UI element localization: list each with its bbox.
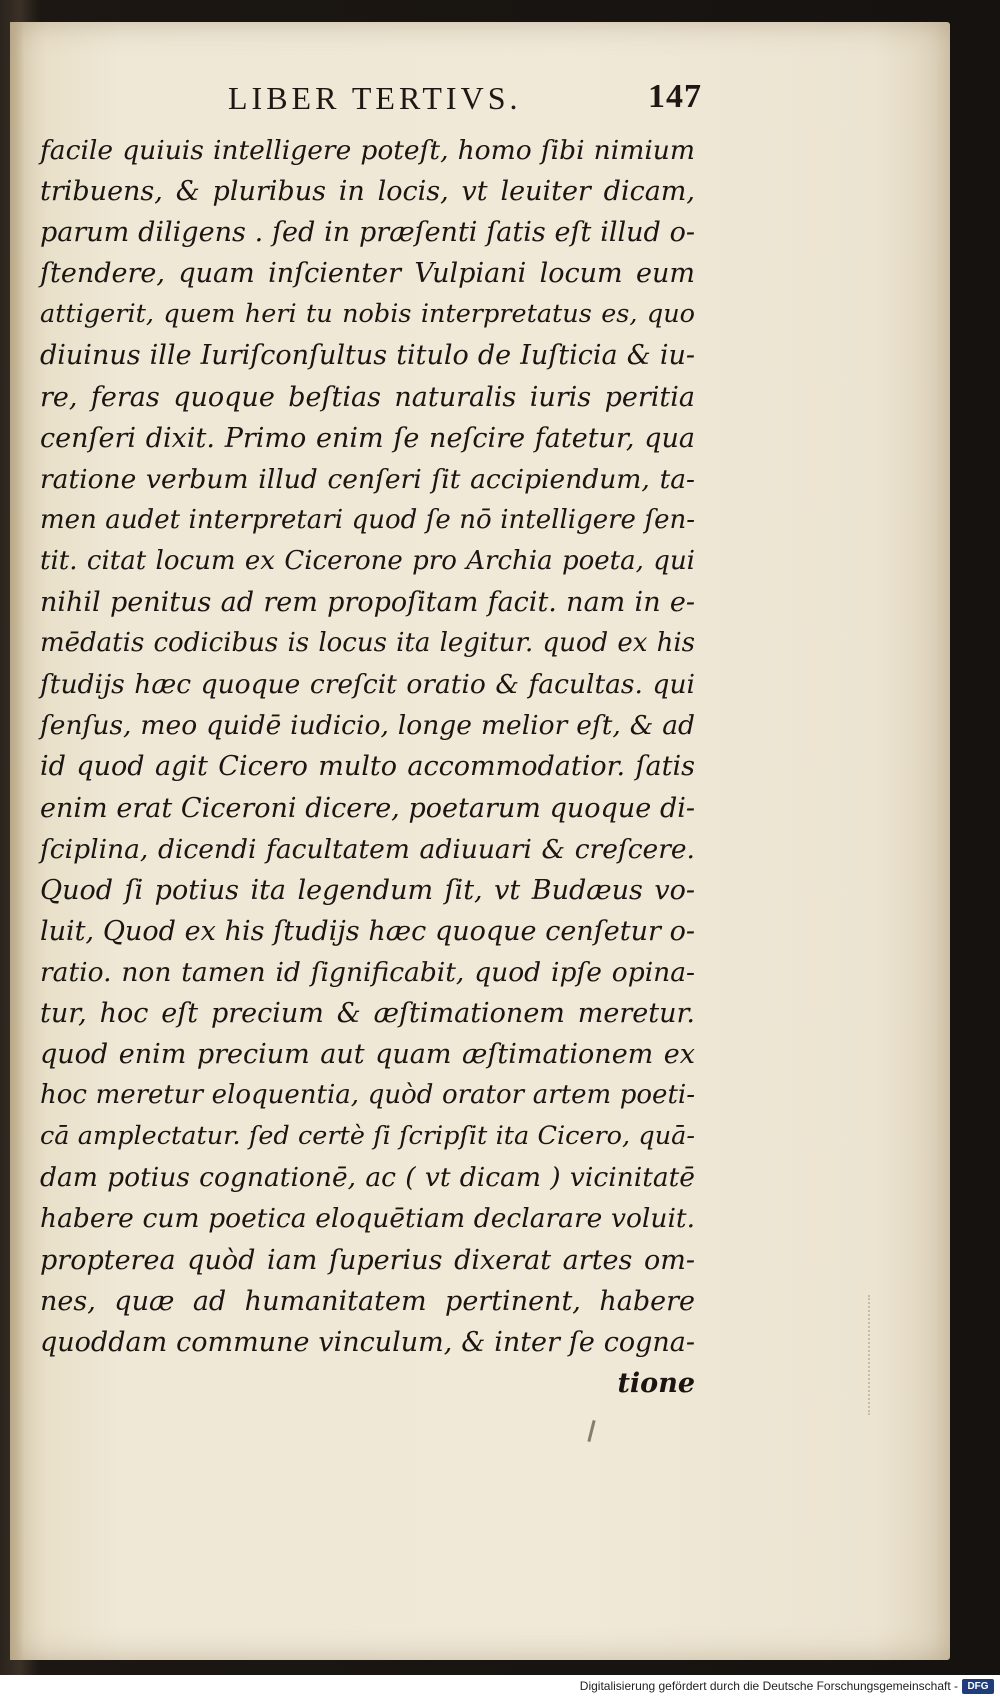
text-line: dam potius cognationē, ac ( vt dicam ) vicinitatē [40, 1162, 695, 1194]
digitization-credit: Digitalisierung gefördert durch die Deutsche Forschungsgemeinschaft - [579, 1679, 958, 1693]
text-line: ſenſus, meo quidē iudicio, longe melior eſt, & ad [40, 710, 695, 742]
text-line: hoc meretur eloquentia, quòd orator artem poeti- [40, 1080, 695, 1111]
text-line: men audet interpretari quod ſe nō intelligere ſen- [40, 504, 695, 535]
page-number: 147 [648, 78, 702, 115]
text-line: ratio. non tamen id ſignificabit, quod ipſe opina- [40, 956, 695, 988]
text-line: propterea quòd iam ſuperius dixerat artes om- [40, 1244, 695, 1276]
body-text [40, 130, 695, 1404]
catchword: tione [617, 1367, 695, 1399]
footer-bar [0, 1675, 1000, 1699]
text-line: tribuens, & pluribus in locis, vt leuiter dicam, [40, 176, 695, 208]
margin-dots [868, 1295, 872, 1415]
text-line: nes, quæ ad humanitatem pertinent, habere [40, 1285, 695, 1317]
page-gutter-shadow [10, 22, 24, 1660]
text-line: quoddam commune vinculum, & inter ſe cogna- [40, 1326, 695, 1358]
text-line: attigerit, quem heri tu nobis interpretatus es, quo [40, 299, 695, 330]
running-title: LIBER TERTIVS. [228, 80, 522, 116]
text-line: cenſeri dixit. Primo enim ſe neſcire fatetur, qua [40, 422, 695, 454]
text-line: habere cum poetica eloquētiam declarare voluit. [40, 1203, 695, 1235]
text-line: ſtendere, quam inſcienter Vulpiani locum eum [40, 258, 695, 290]
text-line: id quod agit Cicero multo accommodatior. ſatis [40, 751, 695, 783]
text-line: facile quiuis intelligere poteſt, homo ſibi nimium [40, 135, 695, 166]
text-line: tur, hoc eſt precium & æſtimationem meretur. [40, 997, 695, 1029]
page-header [218, 80, 718, 124]
dfg-logo: DFG [962, 1679, 994, 1694]
text-line: ratione verbum illud cenſeri ſit accipiendum, ta- [40, 463, 695, 495]
text-line: mēdatis codicibus is locus ita legitur. quod ex his [40, 628, 695, 659]
text-line: ſtudijs hæc quoque creſcit oratio & facultas. qui [40, 669, 695, 701]
text-line: cā amplectatur. ſed certè ſi ſcripſit ita Cicero, quā- [40, 1121, 695, 1152]
text-line: parum diligens . ſed in præſenti ſatis eſt illud o- [40, 217, 695, 249]
text-line: diuinus ille Iuriſconſultus titulo de Iuſticia & iu- [40, 340, 695, 372]
text-line: luit, Quod ex his ſtudijs hæc quoque cenſetur o- [40, 915, 695, 947]
text-line: quod enim precium aut quam æſtimationem ex [40, 1039, 695, 1071]
text-line: nihil penitus ad rem propoſitam facit. nam in e- [40, 587, 695, 619]
text-line: tit. citat locum ex Cicerone pro Archia poeta, qui [40, 545, 695, 576]
text-line: Quod ſi potius ita legendum ſit, vt Budæus vo- [40, 874, 695, 906]
text-line: enim erat Ciceroni dicere, poetarum quoque di- [40, 792, 695, 824]
text-line: re, feras quoque beſtias naturalis iuris peritia [40, 381, 695, 413]
text-line: ſciplina, dicendi facultatem adiuuari & creſcere. [40, 833, 695, 865]
